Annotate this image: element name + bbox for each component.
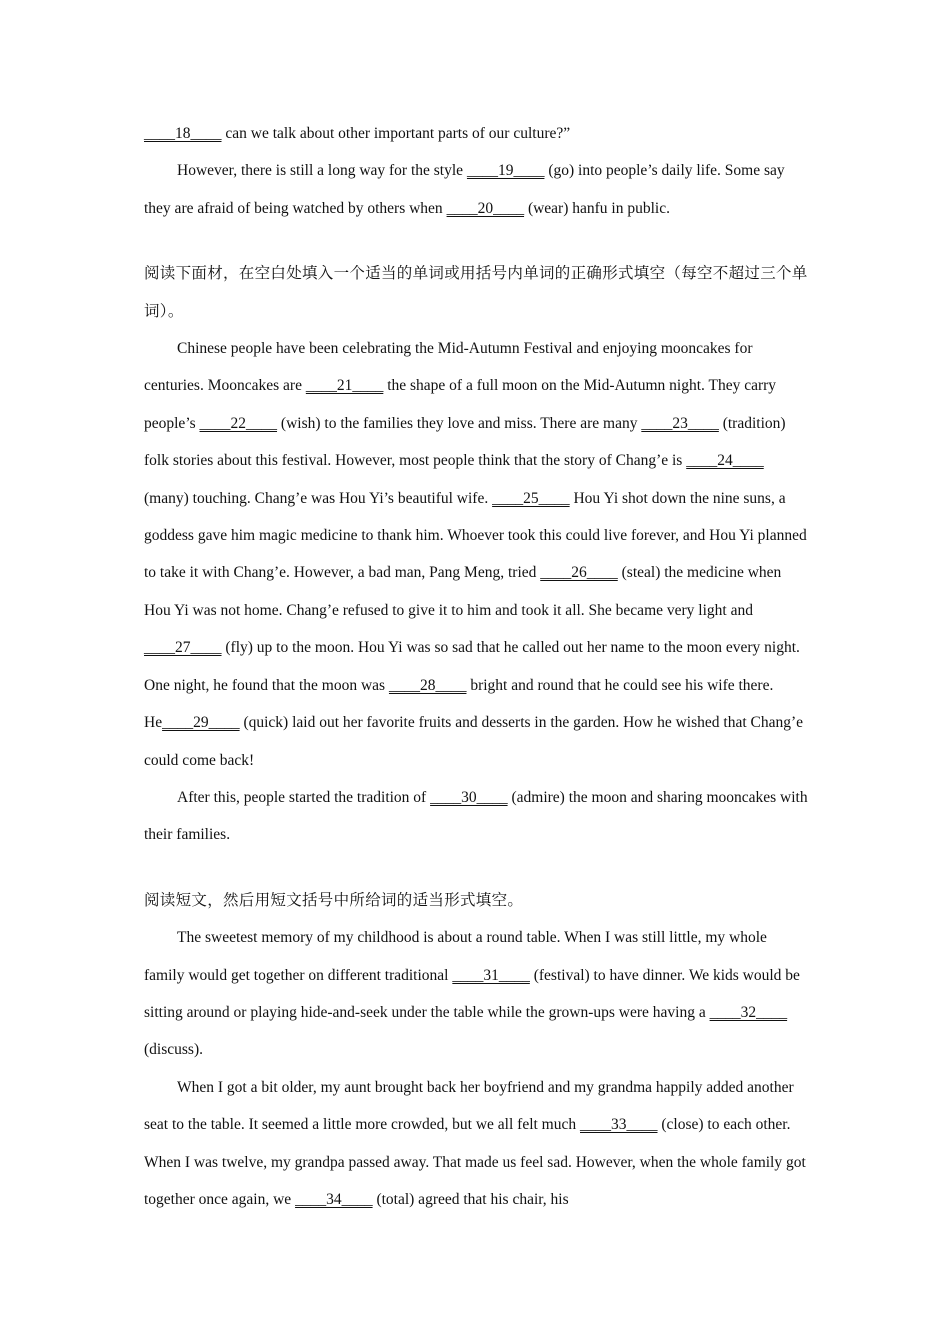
section1-paragraph-2 <box>144 152 808 227</box>
text: However, there is still a long way for the style <box>177 162 467 180</box>
text: (discuss). <box>144 1041 203 1059</box>
section2-instruction: 阅读下面材，在空白处填入一个适当的单词或用括号内单词的正确形式填空（每空不超过三个单词）。 <box>144 265 808 320</box>
blank-29[interactable]: ____29____ <box>162 714 240 732</box>
blank-25[interactable]: ____25____ <box>492 489 570 507</box>
page-content <box>144 115 808 1218</box>
text: (many) touching. Chang’e was Hou Yi’s beautiful wife. <box>144 489 493 507</box>
section2-paragraph-2 <box>144 779 808 854</box>
text: (steal) the medicine when Hou Yi was not home. Chang’e refused to give it to him and took it all. She became very light and <box>144 564 782 619</box>
section3-instruction: 阅读短文，然后用短文括号中所给词的适当形式填空。 <box>144 891 524 909</box>
blank-32[interactable]: ____32____ <box>709 1003 788 1021</box>
text: (tradition) folk stories about this festival. However, most people think that the story of Chang’e is <box>144 414 786 470</box>
blank-28[interactable]: ____28____ <box>388 676 467 694</box>
text: the shape of a full moon on the Mid-Autumn night. They carry people’s <box>144 377 777 432</box>
text: (festival) to have dinner. We kids would be sitting around or playing hide-and-seek under the table while the grown-ups were having a <box>144 966 800 1021</box>
text: bright and round that he could see his wife there. He <box>144 676 774 732</box>
section3-paragraph-1 <box>144 919 808 1069</box>
text: The sweetest memory of my childhood is about a round table. When I was still little, my whole family would get together on different traditional <box>144 929 767 984</box>
text: Hou Yi shot down the nine suns, a goddess gave him magic medicine to thank him. Whoever took this could live forever, and Hou Yi planned to take it with Chang’e. However, a bad man, Pang Meng, tried <box>144 489 807 582</box>
blank-27[interactable]: ____27____ <box>144 639 222 657</box>
blank-34[interactable]: ____34____ <box>295 1190 373 1208</box>
text: (fly) up to the moon. Hou Yi was so sad that he called out her name to the moon every night. One night, he found that the moon was <box>144 639 800 694</box>
blank-21[interactable]: ____21____ <box>305 377 384 395</box>
text: (wish) to the families they love and miss. There are many <box>277 414 642 432</box>
text: (quick) laid out her favorite fruits and desserts in the garden. How he wished that Chang’e could come back! <box>144 714 804 769</box>
blank-33[interactable]: ____33____ <box>580 1116 658 1134</box>
section1-paragraph-1 <box>144 115 808 152</box>
section3-paragraph-2 <box>144 1069 808 1219</box>
text: (total) agreed that his chair, his <box>372 1190 569 1208</box>
blank-31[interactable]: ____31____ <box>452 966 530 984</box>
blank-22[interactable]: ____22____ <box>199 414 278 432</box>
text: (wear) hanfu in public. <box>524 199 670 217</box>
text: (go) into people’s daily life. Some say they are afraid of being watched by others when <box>144 162 785 217</box>
text: (close) to each other. When I was twelve, my grandpa passed away. That made us feel sad. However, when the whole family got together once again, we <box>144 1116 806 1208</box>
blank-23[interactable]: ____23____ <box>641 414 719 432</box>
text: can we talk about other important parts of our culture?” <box>221 125 571 142</box>
text: When I got a bit older, my aunt brought back her boyfriend and my grandma happily added another seat to the table. It seemed a little more crowded, but we all felt much <box>144 1078 794 1134</box>
blank-18[interactable]: ____18____ <box>144 125 222 142</box>
blank-30[interactable]: ____30____ <box>430 788 508 806</box>
section2-paragraph-1 <box>144 330 808 779</box>
text: Chinese people have been celebrating the Mid-Autumn Festival and enjoying mooncakes for centuries. Mooncakes are <box>144 340 753 395</box>
blank-20[interactable]: ____20____ <box>446 199 525 217</box>
blank-19[interactable]: ____19____ <box>466 162 545 180</box>
blank-26[interactable]: ____26____ <box>540 564 618 582</box>
blank-24[interactable]: ____24____ <box>686 452 764 470</box>
text: (admire) the moon and sharing mooncakes with their families. <box>144 788 808 844</box>
text: After this, people started the tradition of <box>177 788 431 806</box>
